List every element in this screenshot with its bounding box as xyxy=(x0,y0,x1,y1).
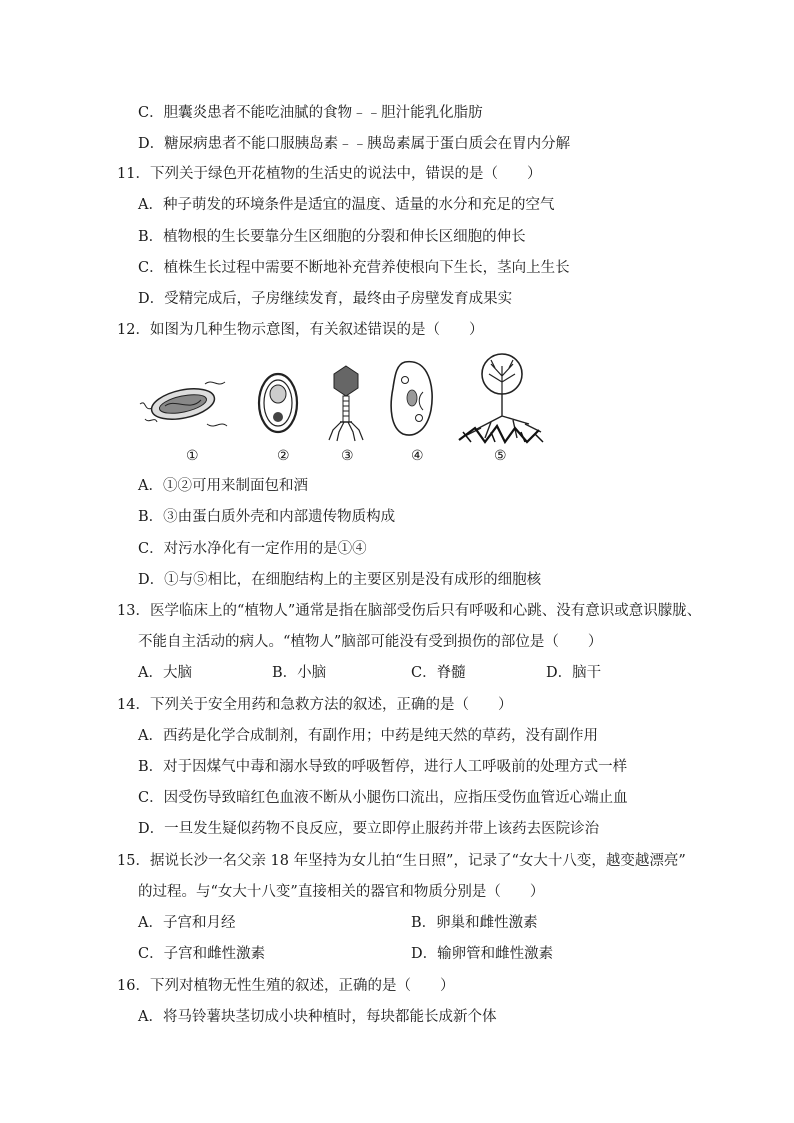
q13-option-d: D．脑干 xyxy=(546,665,602,681)
q13-option-a: A．大脑 xyxy=(138,665,192,681)
question-15-continued: 的过程。与“女大十八变”直接相关的器官和物质分别是（ ） xyxy=(138,884,545,900)
figure-label-2: ② xyxy=(277,448,290,464)
q15-option-a: A．子宫和月经 xyxy=(138,915,236,931)
q14-option-d: D．一旦发生疑似药物不良反应，要立即停止服药并带上该药去医院诊治 xyxy=(138,821,600,837)
q11-option-a: A．种子萌发的环境条件是适宜的温度、适量的水分和充足的空气 xyxy=(138,197,555,213)
q10-option-d: D．糖尿病患者不能口服胰岛素﹣﹣胰岛素属于蛋白质会在胃内分解 xyxy=(138,136,571,152)
yeast-drawing xyxy=(257,372,299,434)
question-13-continued: 不能自主活动的病人。“植物人”脑部可能没有受到损伤的部位是（ ） xyxy=(138,634,603,650)
q15-option-b: B．卵巢和雌性激素 xyxy=(411,915,538,931)
q11-option-d: D．受精完成后，子房继续发育，最终由子房壁发育成果实 xyxy=(138,291,513,307)
figure-label-5: ⑤ xyxy=(494,448,507,464)
question-11: 11．下列关于绿色开花植物的生活史的说法中，错误的是（ ） xyxy=(117,166,542,182)
question-12: 12．如图为几种生物示意图，有关叙述错误的是（ ） xyxy=(117,322,484,338)
virus-drawing xyxy=(325,364,367,444)
figure-label-4: ④ xyxy=(411,448,424,464)
figure-label-3: ③ xyxy=(341,448,354,464)
q12-option-d: D．①与⑤相比，在细胞结构上的主要区别是没有成形的细胞核 xyxy=(138,572,542,588)
paramecium-drawing xyxy=(385,358,437,440)
q12-option-a: A．①②可用来制面包和酒 xyxy=(138,478,308,494)
q11-option-b: B．植物根的生长要靠分生区细胞的分裂和伸长区细胞的伸长 xyxy=(138,229,526,245)
question-13: 13．医学临床上的“植物人”通常是指在脑部受伤后只有呼吸和心跳、没有意识或意识朦胧、 xyxy=(117,603,702,619)
q13-option-b: B．小脑 xyxy=(272,665,327,681)
q15-option-d: D．输卵管和雌性激素 xyxy=(411,946,554,962)
q14-option-c: C．因受伤导致暗红色血液不断从小腿伤口流出，应指压受伤血管近心端止血 xyxy=(138,790,628,806)
mold-drawing xyxy=(455,352,545,444)
question-14: 14．下列关于安全用药和急救方法的叙述，正确的是（ ） xyxy=(117,697,513,713)
q16-option-a: A．将马铃薯块茎切成小块种植时，每块都能长成新个体 xyxy=(138,1009,497,1025)
question-16: 16．下列对植物无性生殖的叙述，正确的是（ ） xyxy=(117,978,455,994)
figure-label-1: ① xyxy=(186,448,199,464)
q13-option-c: C．脊髓 xyxy=(411,665,466,681)
q14-option-a: A．西药是化学合成制剂，有副作用；中药是纯天然的草药，没有副作用 xyxy=(138,728,598,744)
q15-option-c: C．子宫和雌性激素 xyxy=(138,946,266,962)
q11-option-c: C．植株生长过程中需要不断地补充营养使根向下生长，茎向上生长 xyxy=(138,260,570,276)
q12-option-c: C．对污水净化有一定作用的是①④ xyxy=(138,541,367,557)
q12-option-b: B．③由蛋白质外壳和内部遗传物质构成 xyxy=(138,509,396,525)
q10-option-c: C．胆囊炎患者不能吃油腻的食物﹣﹣胆汁能乳化脂肪 xyxy=(138,105,483,121)
q14-option-b: B．对于因煤气中毒和溺水导致的呼吸暂停，进行人工呼吸前的处理方式一样 xyxy=(138,759,628,775)
question-15: 15．据说长沙一名父亲 18 年坚持为女儿拍“生日照”，记录了“女大十八变，越变越漂亮” xyxy=(117,853,686,869)
bacterium-drawing xyxy=(135,374,230,434)
